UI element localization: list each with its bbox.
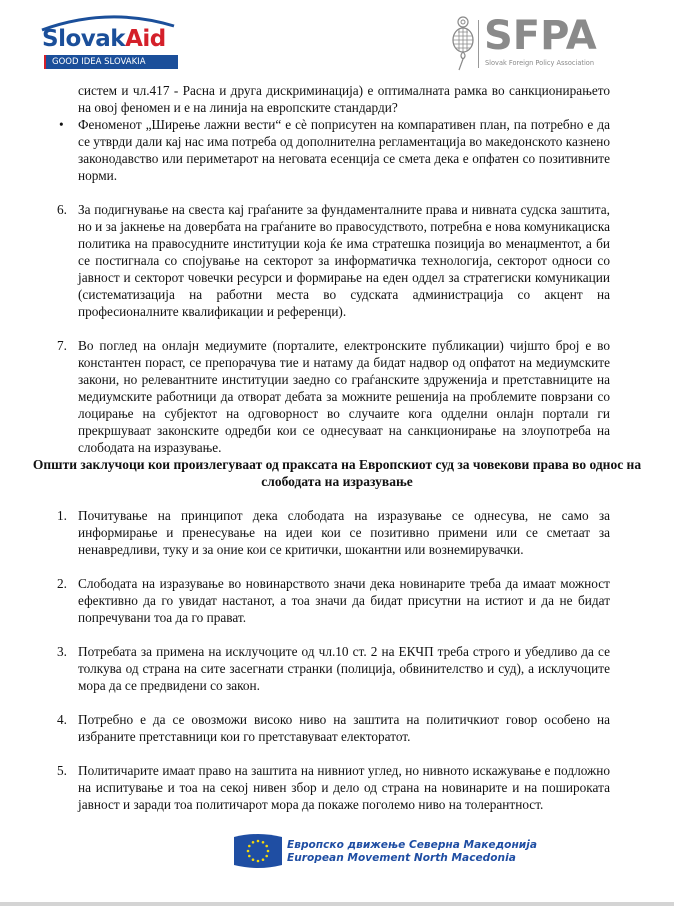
european-movement-logo [232,833,537,871]
conclusion-text: Потребата за примена на исклучоците од чл.10 ст. 2 на ЕКЧП треба строго и убедливо да се толкува од страна на сите засегнати странки (полиција, обвинителство и суд), а исклучоците мора да се предвидени со закон. [78,644,610,693]
conclusion-text: Слободата на изразување во новинарството значи дека новинарите треба да имаат можност ефективно да го увидат настанот, а тоа значи да бидат присутни на истиот и да не бидат попречувани тоа да го прават. [78,576,610,625]
list-continuation [78,82,610,116]
european-movement-name-en: European Movement North Macedonia [287,852,516,864]
conclusion-item [57,711,610,745]
page-header [0,0,674,80]
conclusion-text: Потребно е да се овозможи високо ниво на заштита на политичкиот говор особено на избраните претставници кои го претставуваат електоратот. [78,712,610,744]
page-bottom-edge [0,902,674,906]
conclusion-item [57,762,610,813]
eu-flag-icon [232,833,284,869]
sfpa-emblem-icon [450,14,476,74]
document-body [0,80,674,813]
slovakaid-wordmark [42,26,166,52]
sfpa-subtitle: Slovak Foreign Policy Association [485,59,595,67]
european-movement-name-mk: Европско движење Северна Македонија [287,839,537,851]
conclusion-text: Политичарите имаат право на заштита на нивниот углед, но нивното искажување е подложно на испитување и тоа на секој нивен збор и дело од страна на новинарите и на пошироката јавност и заради тоа политичарот мора да покаже поголемо ниво на толерантност. [78,763,610,812]
recommendation-text: За подигнување на свеста кај граѓаните за фундаменталните права и нивната судска заштита, но и за јакнење на довербата на граѓаните во правосудството, потребна е нова комуникациска политика на правосудните институции која ќе има стратешка позиција во менаџментот, а би се постигнала со спојување на секторот за информатичка технологија, секторот односи со јавност и секторот човечки ресурси и формирање на еден оддел за стратегиски комуникации (систематизација на работни места во судската администрација со акцент на професионалните квалификации и референци). [78,202,610,319]
slovakaid-logo [38,12,178,70]
bullet-item-text: Феноменот „Ширење лажни вести“ е сè поприсутен на компаративен план, па потребно е да се утврди дали кај нас има потреба од дополнителна регламентација во македонското казнено законодавство или периметарот на неговата есенција се смета дека е опфатен со позитивните норми. [78,117,610,183]
section-heading: Општи заклучоци кои произлегуваат од праксата на Европскиот суд за човекови права во однос на слободата на изразување [32,457,642,489]
slovakaid-word-slovak: Slovak [42,26,126,52]
sfpa-wordmark: SFPA [484,13,597,59]
conclusion-number: 1. [57,508,67,523]
european-movement-name [287,839,537,865]
conclusion-item [57,643,610,694]
page-bottom-margin [0,871,674,906]
conclusion-text: Почитување на принципот дека слободата на изразување се однесува, не само за информирање и пренесување на идеи кои се позитивно примени или се сметаат за ненавредливи, туку и за оние кои се критички, шокантни или вознемирувачки. [78,508,610,557]
sfpa-divider [478,20,479,68]
recommendation-text: Во поглед на онлајн медиумите (порталите, електронските публикации) чијшто број е во константен пораст, се препорачува тие и натаму да бидат надвор од опфатот на медиумските закони, но релевантните институции заедно со граѓанските здруженија и претставниците на медиумските работници да отворат дебата за можните решенија на проблемите поврзани со лоцирање на субјектот на одговорност во случаите кога одделни онлајн портали ги прекршуваат законските одредби кои се однесуваат на санкционирање на злоупотреба на слободата на изразување. [78,338,610,455]
conclusion-item [57,575,610,626]
conclusion-number: 2. [57,576,67,591]
recommendation-item [57,201,610,320]
recommendation-number: 6. [57,202,67,217]
slovakaid-tagline: GOOD IDEA SLOVAKIA [44,55,178,69]
conclusion-number: 5. [57,763,67,778]
recommendation-number: 7. [57,338,67,353]
slovakaid-word-aid: Aid [125,26,166,52]
conclusion-number: 4. [57,712,67,727]
sfpa-logo [450,12,630,74]
list-continuation-text: систем и чл.417 - Расна и друга дискриминација) е оптималната рамка во санкционирањето на овој феномен и е на линија на европските стандарди? [78,83,610,115]
conclusion-number: 3. [57,644,67,659]
bullet-icon: • [59,117,64,132]
recommendation-item [57,337,610,456]
bullet-item [59,116,610,184]
conclusion-item [57,507,610,558]
